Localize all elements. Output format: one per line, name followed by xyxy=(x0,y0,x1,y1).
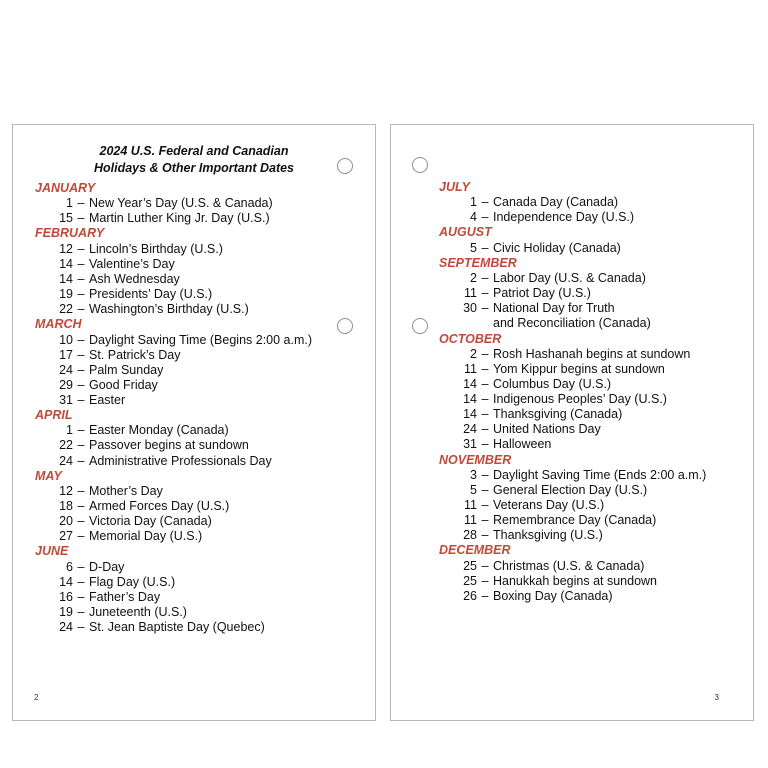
holiday-entry xyxy=(439,422,706,437)
holiday-list-left xyxy=(35,181,312,635)
holiday-entry xyxy=(439,377,706,392)
month-heading: FEBRUARY xyxy=(35,226,105,241)
month-heading: SEPTEMBER xyxy=(439,255,517,270)
entry-dash: – xyxy=(481,467,489,482)
entry-day: 14 xyxy=(59,256,73,271)
holiday-entry xyxy=(35,423,312,438)
punch-hole-icon xyxy=(337,318,353,334)
entry-day: 2 xyxy=(470,346,477,361)
month-heading: MAY xyxy=(35,468,62,483)
holiday-entry xyxy=(439,437,706,452)
holiday-list-right xyxy=(439,180,706,604)
holiday-entry xyxy=(35,242,312,257)
entry-day: 20 xyxy=(59,514,73,529)
entry-dash: – xyxy=(481,240,489,255)
entry-day: 14 xyxy=(463,392,477,407)
holiday-entry xyxy=(439,468,706,483)
entry-dash: – xyxy=(77,483,85,498)
entry-dash: – xyxy=(77,619,85,634)
entry-dash: – xyxy=(481,437,489,452)
entry-dash: – xyxy=(481,392,489,407)
entry-day: 1 xyxy=(470,195,477,210)
holiday-entry xyxy=(439,210,706,225)
entry-dash: – xyxy=(77,453,85,468)
entry-dash: – xyxy=(481,528,489,543)
entry-day: 19 xyxy=(59,604,73,619)
entry-text: Boxing Day (Canada) xyxy=(493,588,613,603)
entry-text: Passover begins at sundown xyxy=(89,438,249,453)
holiday-entry xyxy=(439,498,706,513)
entry-dash: – xyxy=(481,573,489,588)
holiday-entry xyxy=(35,393,312,408)
entry-day: 11 xyxy=(464,286,477,301)
entry-dash: – xyxy=(77,604,85,619)
entry-day: 18 xyxy=(59,498,73,513)
entry-dash: – xyxy=(77,377,85,392)
holiday-entry xyxy=(439,241,706,256)
holiday-entry xyxy=(439,528,706,543)
entry-text: Easter xyxy=(89,392,126,407)
entry-day: 6 xyxy=(66,559,73,574)
entry-day: 24 xyxy=(59,453,73,468)
entry-dash: – xyxy=(481,346,489,361)
entry-text: National Day for Truth xyxy=(493,301,615,316)
entry-text: Christmas (U.S. & Canada) xyxy=(493,558,645,573)
entry-text: General Election Day (U.S.) xyxy=(493,482,648,497)
entry-text: Victoria Day (Canada) xyxy=(89,514,212,529)
entry-text: Hanukkah begins at sundown xyxy=(493,573,658,588)
entry-text: Civic Holiday (Canada) xyxy=(493,240,621,255)
entry-text: Washington’s Birthday (U.S.) xyxy=(89,302,249,317)
month-section xyxy=(439,180,706,225)
entry-text: New Year’s Day (U.S. & Canada) xyxy=(89,196,273,211)
month-heading: NOVEMBER xyxy=(439,452,512,467)
entry-day: 22 xyxy=(59,438,73,453)
entry-dash: – xyxy=(77,347,85,362)
entry-day: 25 xyxy=(463,558,477,573)
entry-day: 31 xyxy=(463,437,477,452)
entry-text: Good Friday xyxy=(89,377,158,392)
holiday-entry xyxy=(439,392,706,407)
entry-dash: – xyxy=(77,514,85,529)
entry-dash: – xyxy=(481,513,489,528)
entry-dash: – xyxy=(77,423,85,438)
entry-day: 15 xyxy=(59,211,73,226)
entry-day: 29 xyxy=(59,377,73,392)
entry-text: Valentine’s Day xyxy=(89,256,175,271)
page-title xyxy=(13,143,375,177)
entry-dash: – xyxy=(77,241,85,256)
entry-dash: – xyxy=(77,256,85,271)
entry-dash: – xyxy=(481,361,489,376)
holiday-entry xyxy=(35,484,312,499)
entry-dash: – xyxy=(481,286,489,301)
month-section xyxy=(439,256,706,332)
title-line-2: Holidays & Other Important Dates xyxy=(93,161,295,175)
entry-dash: – xyxy=(77,362,85,377)
entry-text: Canada Day (Canada) xyxy=(493,195,619,210)
entry-text: Mother’s Day xyxy=(89,483,163,498)
holiday-entry xyxy=(439,286,706,301)
entry-day: 1 xyxy=(66,423,73,438)
entry-dash: – xyxy=(77,574,85,589)
entry-text: Yom Kippur begins at sundown xyxy=(493,361,665,376)
entry-text: Independence Day (U.S.) xyxy=(493,210,635,225)
entry-dash: – xyxy=(77,287,85,302)
month-section xyxy=(439,453,706,544)
holiday-entry xyxy=(439,513,706,528)
entry-text: Memorial Day (U.S.) xyxy=(89,529,203,544)
entry-day: 4 xyxy=(470,210,477,225)
month-heading: JANUARY xyxy=(35,181,96,195)
entry-day: 14 xyxy=(59,574,73,589)
month-heading: APRIL xyxy=(35,408,73,423)
holiday-entry xyxy=(35,514,312,529)
holiday-entry xyxy=(439,195,706,210)
entry-text: United Nations Day xyxy=(493,422,601,437)
entry-dash: – xyxy=(481,271,489,286)
holiday-entry xyxy=(35,378,312,393)
entry-dash: – xyxy=(481,210,489,225)
entry-day: 10 xyxy=(59,332,73,347)
holiday-entry xyxy=(439,574,706,589)
month-section xyxy=(439,225,706,255)
entry-dash: – xyxy=(481,482,489,497)
entry-dash: – xyxy=(481,558,489,573)
entry-day: 14 xyxy=(463,407,477,422)
holiday-entry xyxy=(35,287,312,302)
entry-dash: – xyxy=(481,497,489,512)
entry-dash: – xyxy=(77,392,85,407)
entry-day: 12 xyxy=(59,241,73,256)
entry-text: Armed Forces Day (U.S.) xyxy=(89,498,230,513)
month-heading: MARCH xyxy=(35,317,82,332)
month-section xyxy=(35,544,312,635)
entry-text: Martin Luther King Jr. Day (U.S.) xyxy=(89,211,270,226)
holiday-entry xyxy=(35,454,312,469)
holiday-entry xyxy=(439,301,706,316)
holiday-entry xyxy=(35,333,312,348)
entry-text: Halloween xyxy=(493,437,552,452)
entry-dash: – xyxy=(481,301,489,316)
holiday-entry xyxy=(35,499,312,514)
entry-text-continued: and Reconciliation (Canada) xyxy=(493,316,651,331)
month-heading: OCTOBER xyxy=(439,331,502,346)
holiday-entry xyxy=(35,196,312,211)
punch-hole-icon xyxy=(412,157,428,173)
page-number: 2 xyxy=(34,693,39,702)
right-page xyxy=(390,124,754,721)
entry-day: 19 xyxy=(59,287,73,302)
entry-text: Labor Day (U.S. & Canada) xyxy=(493,271,646,286)
entry-text: Flag Day (U.S.) xyxy=(89,574,176,589)
entry-dash: – xyxy=(77,589,85,604)
entry-text: Juneteenth (U.S.) xyxy=(89,604,187,619)
entry-day: 5 xyxy=(470,482,477,497)
holiday-entry xyxy=(35,272,312,287)
entry-day: 14 xyxy=(59,271,73,286)
holiday-entry xyxy=(35,605,312,620)
month-section xyxy=(439,332,706,453)
entry-day: 1 xyxy=(66,196,73,211)
month-section xyxy=(35,408,312,469)
entry-day: 26 xyxy=(463,588,477,603)
entry-text: Columbus Day (U.S.) xyxy=(493,377,612,392)
holiday-entry xyxy=(35,529,312,544)
entry-text: St. Patrick’s Day xyxy=(89,347,181,362)
entry-text: D-Day xyxy=(89,559,125,574)
entry-text: Daylight Saving Time (Ends 2:00 a.m.) xyxy=(493,467,707,482)
month-section xyxy=(35,469,312,545)
entry-dash: – xyxy=(77,211,85,226)
entry-day: 11 xyxy=(464,513,477,528)
holiday-entry xyxy=(35,363,312,378)
month-section xyxy=(439,543,706,604)
entry-text: St. Jean Baptiste Day (Quebec) xyxy=(89,619,265,634)
holiday-entry xyxy=(35,560,312,575)
month-heading: AUGUST xyxy=(439,225,492,240)
entry-text: Administrative Professionals Day xyxy=(89,453,272,468)
entry-dash: – xyxy=(77,196,85,211)
holiday-entry xyxy=(439,362,706,377)
entry-day: 27 xyxy=(59,529,73,544)
entry-dash: – xyxy=(481,588,489,603)
month-heading: JUNE xyxy=(35,544,69,559)
entry-dash: – xyxy=(481,422,489,437)
entry-dash: – xyxy=(481,195,489,210)
holiday-entry xyxy=(35,211,312,226)
holiday-entry xyxy=(35,348,312,363)
punch-hole-icon xyxy=(412,318,428,334)
entry-dash: – xyxy=(77,529,85,544)
month-section xyxy=(35,317,312,408)
entry-day: 11 xyxy=(464,361,477,376)
entry-dash: – xyxy=(481,407,489,422)
entry-text: Patriot Day (U.S.) xyxy=(493,286,591,301)
month-section xyxy=(35,181,312,226)
entry-dash: – xyxy=(77,302,85,317)
entry-day: 31 xyxy=(59,392,73,407)
holiday-entry xyxy=(35,438,312,453)
entry-dash: – xyxy=(77,438,85,453)
holiday-entry xyxy=(439,483,706,498)
holiday-entry xyxy=(35,590,312,605)
entry-day: 5 xyxy=(470,240,477,255)
entry-day: 24 xyxy=(59,362,73,377)
entry-text: Remembrance Day (Canada) xyxy=(493,513,657,528)
holiday-entry xyxy=(35,620,312,635)
entry-day: 12 xyxy=(59,483,73,498)
entry-dash: – xyxy=(77,271,85,286)
entry-text: Veterans Day (U.S.) xyxy=(493,497,605,512)
entry-day: 28 xyxy=(463,528,477,543)
entry-day: 24 xyxy=(59,619,73,634)
month-heading: DECEMBER xyxy=(439,543,511,558)
entry-text: Thanksgiving (U.S.) xyxy=(493,528,603,543)
entry-dash: – xyxy=(77,332,85,347)
entry-day: 3 xyxy=(470,467,477,482)
entry-text: Rosh Hashanah begins at sundown xyxy=(493,346,691,361)
holiday-entry xyxy=(35,302,312,317)
entry-text: Thanksgiving (Canada) xyxy=(493,407,623,422)
holiday-entry xyxy=(439,347,706,362)
holiday-entry xyxy=(439,271,706,286)
holiday-entry xyxy=(35,257,312,272)
entry-day: 17 xyxy=(59,347,73,362)
entry-day: 24 xyxy=(463,422,477,437)
entry-text: Easter Monday (Canada) xyxy=(89,423,229,438)
entry-text: Palm Sunday xyxy=(89,362,164,377)
entry-day: 2 xyxy=(470,271,477,286)
holiday-entry xyxy=(439,407,706,422)
entry-text: Father’s Day xyxy=(89,589,161,604)
entry-day: 25 xyxy=(463,573,477,588)
entry-text: Lincoln’s Birthday (U.S.) xyxy=(89,241,223,256)
month-section xyxy=(35,226,312,317)
page-number: 3 xyxy=(714,693,719,702)
month-heading: JULY xyxy=(439,180,471,194)
entry-text: Daylight Saving Time (Begins 2:00 a.m.) xyxy=(89,332,313,347)
entry-text: Ash Wednesday xyxy=(89,271,180,286)
entry-dash: – xyxy=(77,559,85,574)
holiday-entry xyxy=(439,559,706,574)
entry-dash: – xyxy=(77,498,85,513)
entry-text: Indigenous Peoples’ Day (U.S.) xyxy=(493,392,667,407)
entry-day: 16 xyxy=(59,589,73,604)
left-page xyxy=(12,124,376,721)
entry-dash: – xyxy=(481,377,489,392)
holiday-entry xyxy=(35,575,312,590)
entry-day: 11 xyxy=(464,497,477,512)
holiday-entry xyxy=(439,589,706,604)
title-line-1: 2024 U.S. Federal and Canadian xyxy=(99,144,289,158)
punch-hole-icon xyxy=(337,158,353,174)
entry-day: 22 xyxy=(59,302,73,317)
entry-text: Presidents’ Day (U.S.) xyxy=(89,287,213,302)
entry-day: 30 xyxy=(463,301,477,316)
entry-day: 14 xyxy=(463,377,477,392)
